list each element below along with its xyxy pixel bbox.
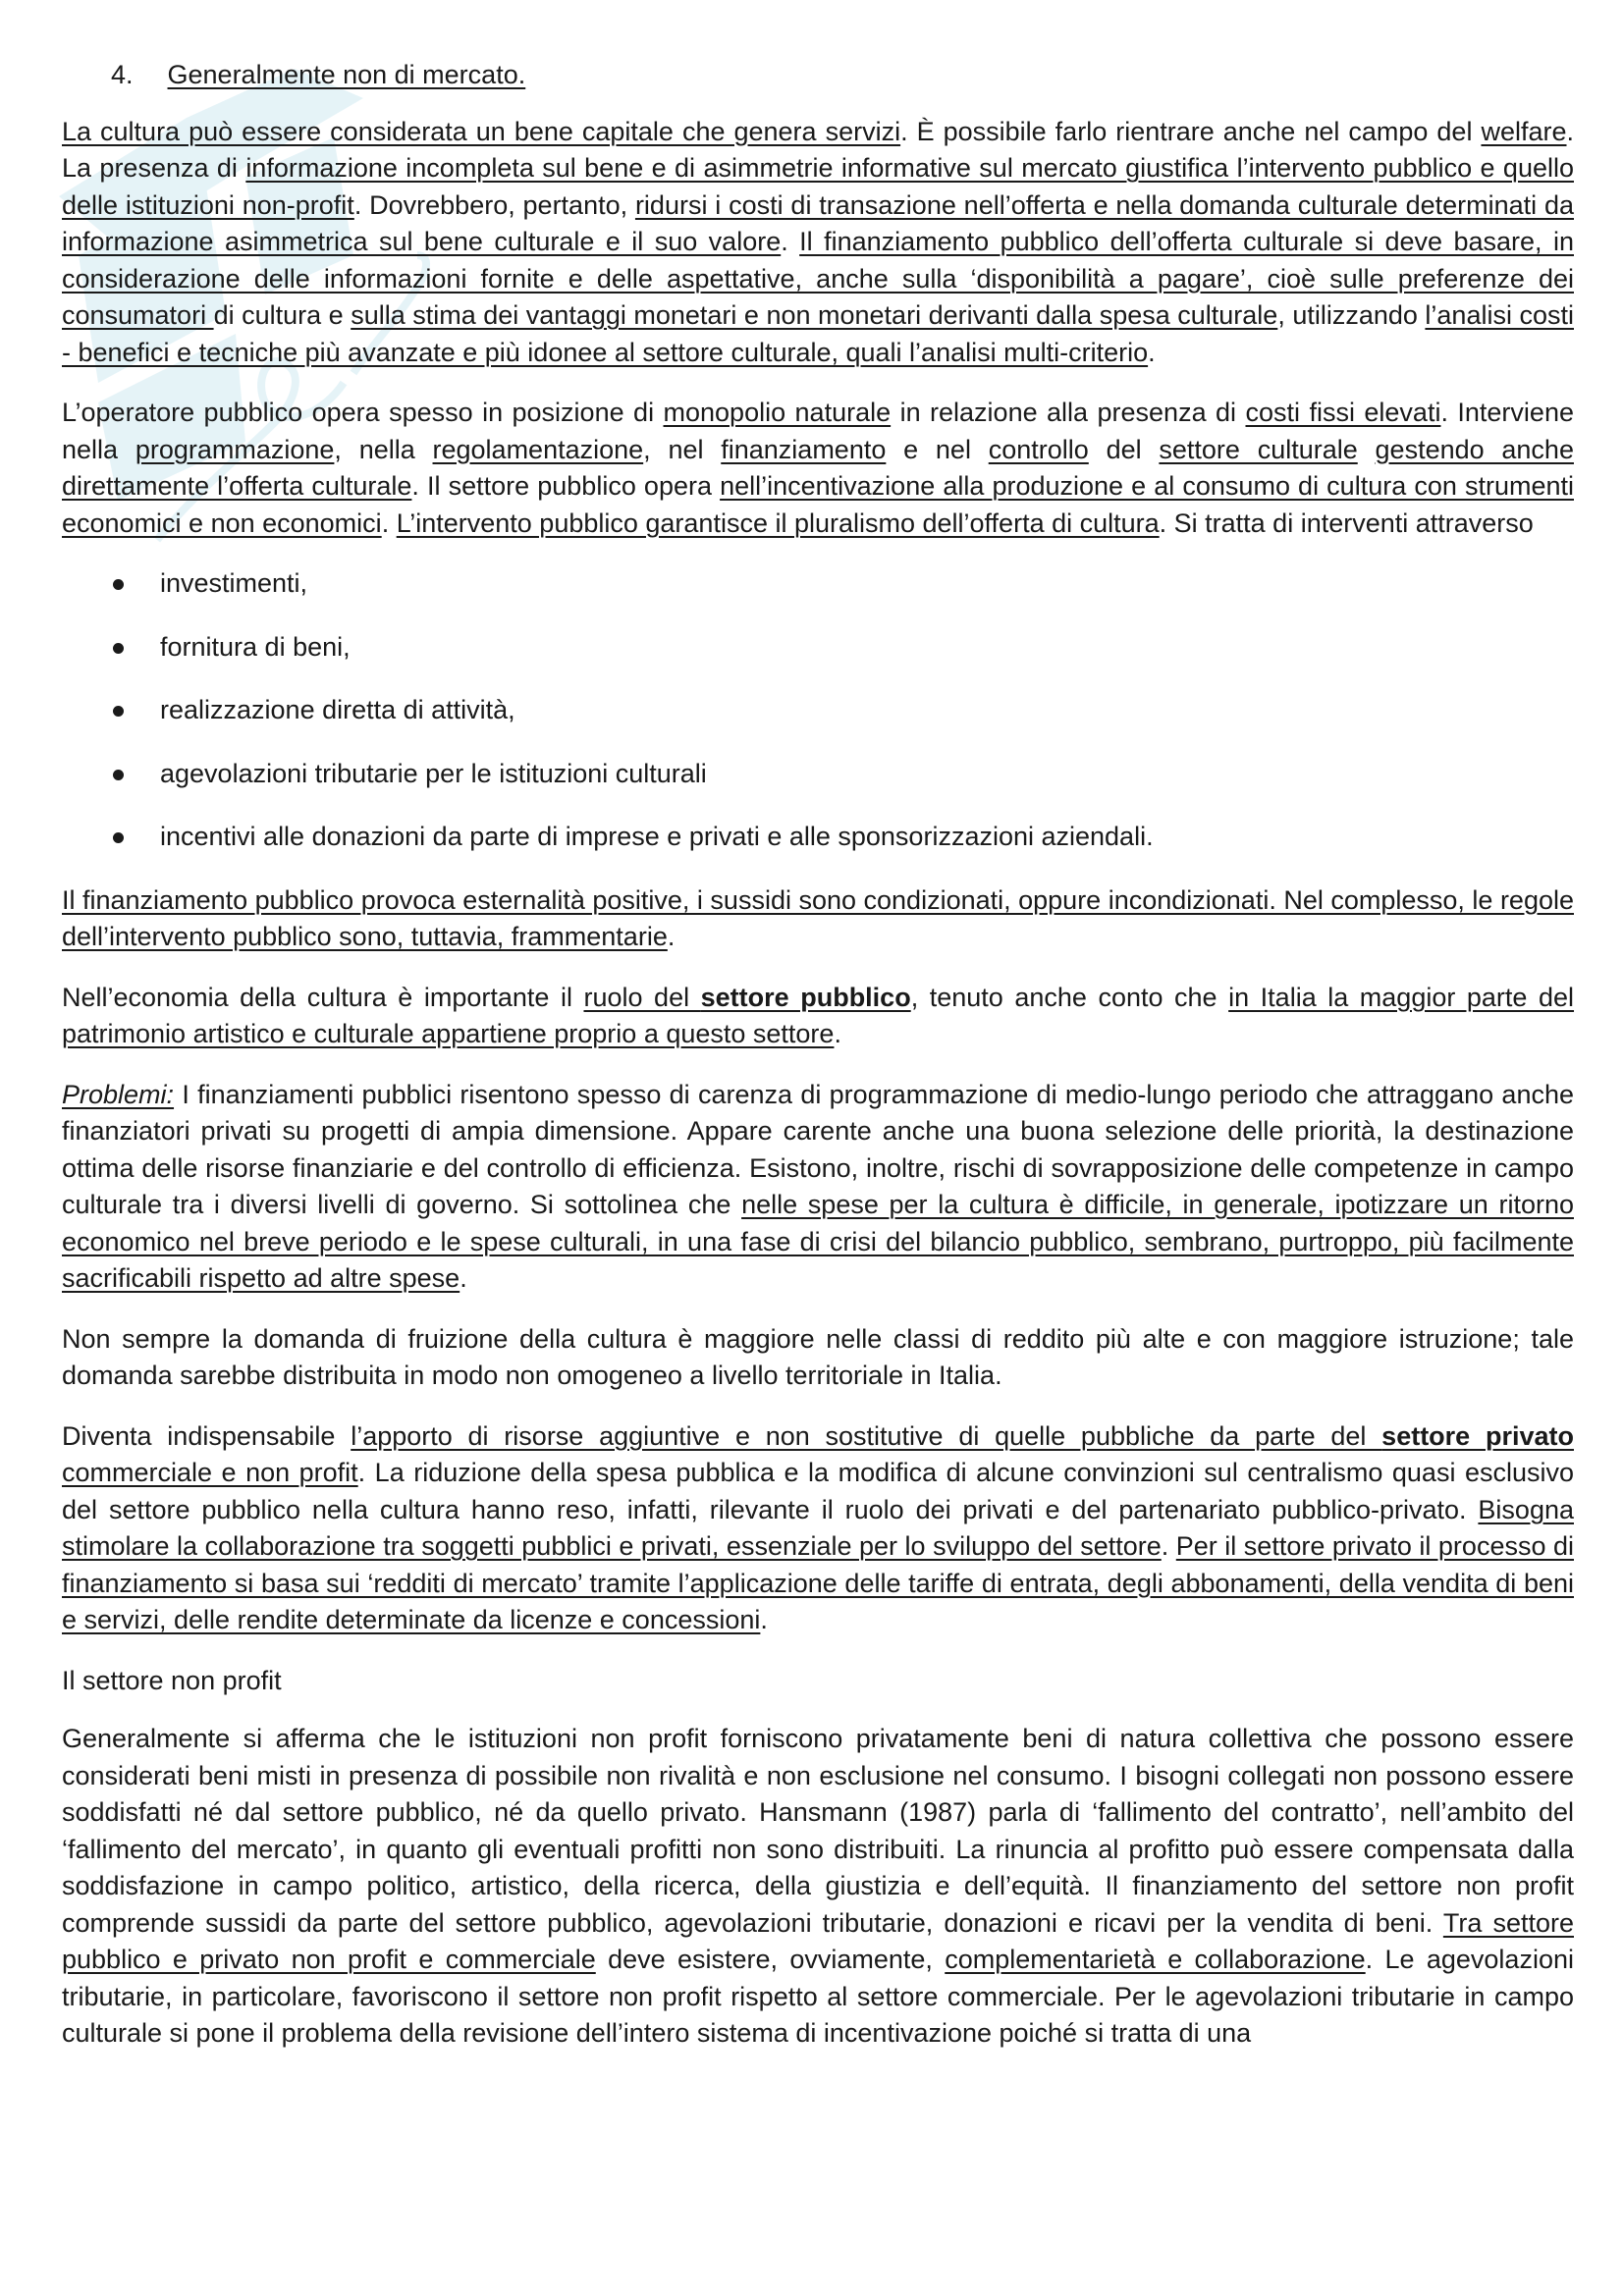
underlined-text	[583, 983, 910, 1012]
underlined-text: nelle spese per la cultura è difficile, in generale, ipotizzare un ritorno economico nel breve periodo e le spese culturali, in una fase di crisi del bilancio pubblico, sembrano, purtroppo, più facilmente sacrificabili rispetto ad altre spese	[62, 1190, 1574, 1293]
underlined-text: L’intervento pubblico garantisce il pluralismo dell’offerta di cultura	[396, 507, 1160, 538]
italic-label: Problemi:	[62, 1079, 175, 1109]
underlined-text: welfare	[1481, 116, 1567, 146]
bold-text: settore privato	[1381, 1420, 1574, 1451]
text: Nell’economia della cultura è importante il	[62, 982, 584, 1012]
paragraph-domanda-fruizione: Non sempre la domanda di fruizione della cultura è maggiore nelle classi di reddito più alte e con maggiore istruzione; tale domanda sarebbe distribuita in modo non omogeneo a livello territoriale in Italia.	[62, 1323, 1574, 1390]
text: in relazione alla presenza di	[891, 398, 1246, 427]
underlined-text: monopolio naturale	[663, 398, 892, 427]
list-item: agevolazioni tributarie per le istituzioni culturali	[62, 756, 1574, 793]
paragraph-non-profit	[62, 1721, 1574, 2053]
paragraph-ruolo-settore-pubblico	[62, 980, 1574, 1053]
text: Diventa indispensabile	[62, 1420, 352, 1451]
numbered-heading	[62, 57, 1574, 94]
underlined-text: Bisogna stimolare la collaborazione tra soggetti pubblici e privati, essenziale per lo sviluppo del settore	[62, 1494, 1574, 1561]
underlined-text: l’analisi costi - benefici e tecniche più avanzate e più idonee al settore culturale, quali l’analisi multi-criterio	[62, 300, 1574, 367]
underlined-text: Il finanziamento pubblico dell’offerta culturale si deve basare, in considerazione delle informazioni fornite e delle aspettative, anche sulla ‘disponibilità a pagare’, cioè sulle preferenze dei consumatori	[62, 227, 1574, 330]
text: I finanziamenti pubblici risentono spesso di carenza di programmazione di medio-lungo periodo che attraggano anche finanziatori privati su progetti di ampia dimensione. Appare carente anche una buona selezione delle priorità, la destinazione ottima delle risorse finanziarie e del controllo di efficienza. Esistono, inoltre, rischi di sovrapposizione delle competenze in campo culturale tra i diversi livelli di governo. Si sottolinea che	[62, 1079, 1574, 1219]
underlined-text: settore culturale	[1159, 434, 1358, 464]
text: , nella	[334, 434, 433, 464]
paragraph-problemi	[62, 1077, 1574, 1298]
text: .	[1148, 337, 1156, 367]
text: di cultura e	[213, 300, 352, 330]
underlined-text: programmazione	[135, 434, 335, 464]
text: . Le agevolazioni tributarie, in particolare, favoriscono il settore non profit rispetto al settore commerciale. Per le agevolazioni tributarie in campo culturale si pone il problema della revisione dell’intero sistema di incentivazione poiché si tratta di una	[62, 1945, 1574, 2048]
text: .	[667, 922, 676, 951]
text: , nel	[643, 434, 722, 464]
text: .	[834, 1019, 841, 1048]
text: .	[460, 1263, 467, 1293]
text: .	[781, 227, 800, 256]
paragraph-finanziamento-pubblico	[62, 882, 1574, 956]
text: deve esistere, ovviamente,	[595, 1945, 946, 1974]
underlined-text: sulla stima dei vantaggi monetari e non monetari derivanti dalla spesa culturale	[351, 300, 1278, 330]
text	[1358, 435, 1376, 464]
underlined-text: regolamentazione	[432, 434, 644, 464]
document-page	[62, 57, 1574, 2076]
underlined-text: controllo	[988, 434, 1089, 464]
text: l’apporto di risorse aggiuntive e non sostitutive di quelle pubbliche da parte del	[351, 1420, 1382, 1451]
bold-text: settore pubblico	[700, 982, 911, 1012]
underlined-text: Per il settore privato il processo di finanziamento si basa sui ‘redditi di mercato’ tramite l’applicazione delle tariffe di entrata, degli abbonamenti, della vendita di beni e servizi, delle rendite determinate da licenze e concessioni	[62, 1531, 1574, 1634]
underlined-text: costi fissi elevati	[1245, 398, 1441, 427]
underlined-text: ridursi i costi di transazione nell’offerta e nella domanda culturale determinati da informazione asimmetrica sul bene culturale e il suo valore	[62, 189, 1574, 256]
list-item: realizzazione diretta di attività,	[62, 692, 1574, 729]
text: . Si tratta di interventi attraverso	[1159, 507, 1534, 538]
bullet-list-interventi	[62, 565, 1574, 856]
text: L’operatore pubblico opera spesso in posizione di	[62, 398, 664, 427]
text: . È possibile farlo rientrare anche nel campo del	[900, 116, 1482, 146]
underlined-text: gestendo anche direttamente l’offerta culturale	[62, 434, 1574, 501]
heading-number: 4.	[111, 60, 134, 89]
text: del	[1088, 434, 1160, 464]
text: ruolo del	[583, 982, 701, 1012]
underlined-text: finanziamento	[721, 434, 887, 464]
text: commerciale e non profit	[62, 1458, 358, 1487]
text: , tenuto anche conto che	[910, 982, 1229, 1012]
list-item: incentivi alle donazioni da parte di imprese e privati e alle sponsorizzazioni aziendali.	[62, 819, 1574, 856]
text: e nel	[886, 434, 989, 464]
paragraph-settore-privato	[62, 1418, 1574, 1639]
paragraph-cultura-bene-capitale	[62, 114, 1574, 372]
paragraph-operatore-pubblico	[62, 395, 1574, 542]
underlined-text: in Italia la maggior parte del patrimonio artistico e culturale appartiene proprio a questo settore	[62, 982, 1575, 1048]
text: Generalmente si afferma che le istituzioni non profit forniscono privatamente beni di natura collettiva che possono essere considerati beni misti in presenza di possibile non rivalità e non esclusione nel consumo. I bisogni collegati non possono essere soddisfatti né dal settore pubblico, né da quello privato. Hansmann (1987) parla di ‘fallimento del contratto’, nell’ambito del ‘fallimento del mercato’, in quanto gli eventuali profitti non sono distribuiti. La rinuncia al profitto può essere compensata dalla soddisfazione in campo politico, artistico, della ricerca, della giustizia e dell’equità. Il finanziamento del settore non profit comprende sussidi da parte del settore pubblico, agevolazioni tributarie, donazioni e ricavi per la vendita di beni.	[62, 1724, 1574, 1938]
text: .	[1161, 1531, 1176, 1561]
text: . Interviene nella	[62, 398, 1574, 464]
text: . Il settore pubblico opera	[411, 471, 721, 501]
underlined-text: Tra settore pubblico e privato non profit e commerciale	[62, 1907, 1574, 1974]
text: . La presenza di	[62, 116, 1575, 183]
underlined-text: Il finanziamento pubblico provoca esternalità positive, i sussidi sono condizionati, oppure incondizionati. Nel complesso, le regole dell’intervento pubblico sono, tuttavia, frammentarie	[62, 884, 1574, 951]
text: .	[381, 507, 397, 538]
underlined-text: La cultura può essere considerata un bene capitale che genera servizi	[62, 116, 901, 146]
heading-text: Generalmente non di mercato.	[167, 60, 526, 89]
underlined-text: nell’incentivazione alla produzione e al consumo di cultura con strumenti economici e non economici	[62, 471, 1574, 538]
underlined-text: informazione incompleta sul bene e di asimmetrie informative sul mercato giustifica l’intervento pubblico e quello delle istituzioni non-profit	[62, 153, 1574, 220]
list-item: fornitura di beni,	[62, 629, 1574, 667]
text: . La riduzione della spesa pubblica e la modifica di alcune convinzioni sul centralismo quasi esclusivo del settore pubblico nella cultura hanno reso, infatti, rilevante il ruolo dei privati e del partenariato pubblico-privato.	[62, 1458, 1574, 1524]
text: . Dovrebbero, pertanto,	[353, 189, 635, 220]
text: .	[760, 1605, 768, 1634]
section-title-non-profit: Il settore non profit	[62, 1665, 282, 1695]
underlined-text: complementarietà e collaborazione	[945, 1945, 1366, 1974]
text: , utilizzando	[1277, 300, 1426, 330]
list-item: investimenti,	[62, 565, 1574, 603]
